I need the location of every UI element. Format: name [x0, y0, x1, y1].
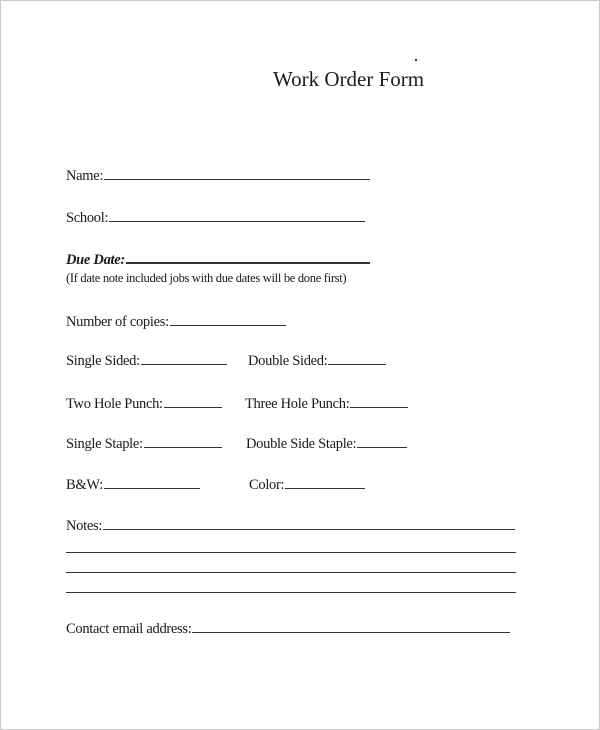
copies-field[interactable] [66, 313, 286, 331]
single-sided-field[interactable] [66, 352, 227, 370]
name-label: Name: [66, 168, 104, 184]
email-field[interactable] [66, 620, 510, 638]
two-hole-punch-label: Two Hole Punch: [66, 396, 163, 412]
school-line[interactable] [109, 209, 365, 222]
notes-line-2[interactable] [66, 552, 516, 553]
two-hole-punch-line[interactable] [164, 395, 222, 408]
due-date-field[interactable] [66, 250, 370, 269]
due-date-note: (If date note included jobs with due dates will be done first) [66, 271, 347, 285]
email-label: Contact email address: [66, 621, 192, 637]
double-side-staple-label: Double Side Staple: [246, 436, 357, 452]
three-hole-punch-line[interactable] [350, 395, 408, 408]
notes-field[interactable] [66, 517, 515, 535]
color-label: Color: [249, 477, 285, 493]
single-staple-label: Single Staple: [66, 436, 143, 452]
due-date-line[interactable] [126, 250, 370, 264]
copies-line[interactable] [170, 313, 286, 326]
due-date-label: Due Date: [66, 252, 125, 268]
form-title: Work Order Form [273, 67, 425, 91]
single-sided-label: Single Sided: [66, 353, 140, 369]
double-side-staple-field[interactable] [246, 435, 407, 453]
notes-line-1[interactable] [103, 517, 515, 530]
two-hole-punch-field[interactable] [66, 395, 222, 413]
stray-mark [415, 59, 417, 61]
notes-line-3[interactable] [66, 572, 516, 573]
double-side-staple-line[interactable] [357, 435, 407, 448]
bw-line[interactable] [104, 476, 200, 489]
email-line[interactable] [192, 620, 510, 633]
color-line[interactable] [285, 476, 365, 489]
three-hole-punch-field[interactable] [245, 395, 408, 413]
notes-label: Notes: [66, 518, 103, 534]
name-line[interactable] [104, 167, 370, 180]
notes-line-4[interactable] [66, 592, 516, 593]
school-label: School: [66, 210, 109, 226]
double-sided-line[interactable] [328, 352, 386, 365]
single-sided-line[interactable] [141, 352, 227, 365]
single-staple-line[interactable] [144, 435, 222, 448]
double-sided-field[interactable] [248, 352, 386, 370]
bw-field[interactable] [66, 476, 200, 494]
color-field[interactable] [249, 476, 365, 494]
copies-label: Number of copies: [66, 314, 169, 330]
school-field[interactable] [66, 209, 365, 227]
three-hole-punch-label: Three Hole Punch: [245, 396, 350, 412]
bw-label: B&W: [66, 477, 103, 493]
name-field[interactable] [66, 167, 370, 185]
single-staple-field[interactable] [66, 435, 222, 453]
double-sided-label: Double Sided: [248, 353, 328, 369]
